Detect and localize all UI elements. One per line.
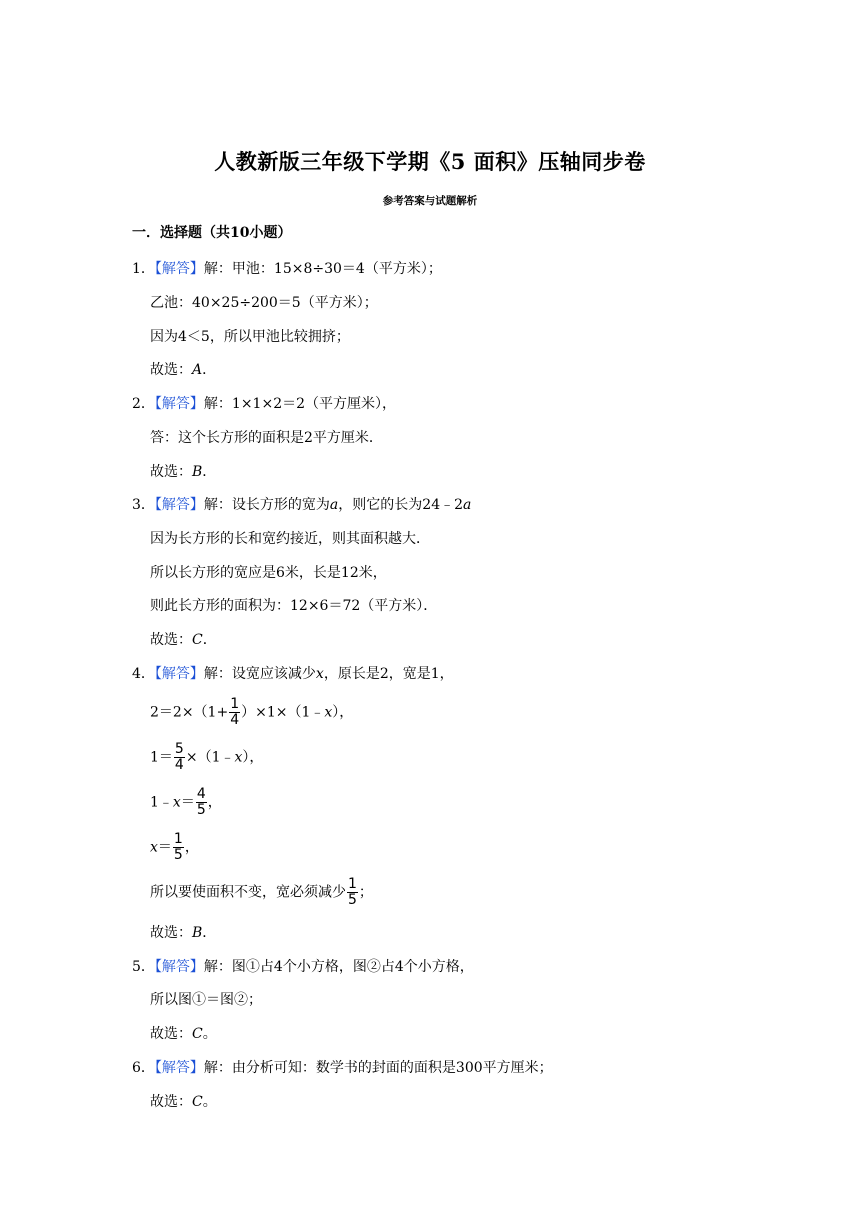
- section-heading: 一．选择题（共10小题）: [132, 225, 292, 241]
- fraction: [173, 832, 184, 863]
- variable: x: [324, 704, 333, 721]
- answer-tag: 【解答】: [154, 666, 204, 682]
- choice-label: 故选：: [150, 464, 192, 480]
- fraction-numerator: 4: [196, 786, 206, 802]
- choice-punct: ．: [202, 464, 217, 480]
- equation-text: ，: [207, 794, 222, 811]
- answer-6-choice: [150, 1091, 217, 1113]
- equation-text: ＝: [180, 794, 195, 811]
- page-subtitle: 参考答案与试题解析: [382, 195, 478, 207]
- answer-tag: 【解答】: [154, 497, 204, 513]
- answer-2-choice: [150, 461, 216, 483]
- answer-5-line-2: 所以图①＝图②；: [150, 992, 262, 1008]
- question-number: 2．: [132, 396, 155, 412]
- answer-1-line-2: 乙池：40×25÷200＝5（平方米）；: [150, 295, 378, 311]
- fraction-denominator: 4: [174, 757, 184, 773]
- equation-text: ）×1×（1﹣: [241, 704, 325, 721]
- fraction-denominator: 5: [196, 802, 206, 818]
- equation-text: ×（1﹣: [185, 749, 235, 766]
- choice-label: 故选：: [150, 632, 192, 648]
- answer-text: ，则它的长为24﹣2: [338, 497, 464, 513]
- answer-5-choice: [150, 1023, 217, 1045]
- equation-text: ，: [184, 839, 199, 856]
- answer-tag: 【解答】: [154, 261, 204, 277]
- answer-3-line-1: [132, 494, 471, 516]
- answer-tag: 【解答】: [154, 396, 204, 412]
- fraction-denominator: 4: [230, 712, 240, 728]
- answer-4-equation-1: [150, 697, 353, 728]
- question-number: 4．: [132, 666, 155, 682]
- answer-1-line-1: [132, 258, 442, 280]
- choice-option: B: [192, 925, 203, 941]
- choice-option: A: [192, 362, 203, 378]
- answer-4-line-1: [132, 663, 454, 685]
- answer-3-line-2: 因为长方形的长和宽约接近，则其面积越大．: [150, 531, 430, 547]
- choice-label: 故选：: [150, 1094, 192, 1110]
- answer-1-line-3: 因为4＜5，所以甲池比较拥挤；: [150, 329, 350, 345]
- choice-option: C: [192, 632, 203, 648]
- answer-4-choice: [150, 922, 216, 944]
- answer-4-equation-2: [150, 742, 263, 773]
- choice-punct: ．: [202, 362, 217, 378]
- answer-4-equation-3: [150, 787, 222, 818]
- variable: a: [329, 497, 339, 513]
- answer-5-line-1: [132, 956, 474, 978]
- choice-punct: ．: [202, 632, 217, 648]
- variable: a: [463, 497, 472, 513]
- question-number: 5．: [132, 959, 155, 975]
- fraction-numerator: 1: [348, 876, 357, 892]
- answer-3-choice: [150, 629, 217, 651]
- answer-text: 解：甲池：15×8÷30＝4（平方米）；: [203, 261, 442, 277]
- choice-option: C: [192, 1094, 203, 1110]
- answer-6-line-1: [132, 1057, 553, 1079]
- equation-text: 1＝: [150, 749, 173, 766]
- equation-text: ＝: [157, 839, 172, 856]
- answer-text: 解：由分析可知：数学书的封面的面积是300平方厘米；: [203, 1060, 553, 1076]
- answer-text: 解：图①占4个小方格，图②占4个小方格，: [203, 959, 474, 975]
- question-number: 3．: [132, 497, 155, 513]
- question-number: 6．: [132, 1060, 155, 1076]
- fraction-numerator: 5: [174, 741, 184, 757]
- variable: x: [150, 839, 158, 856]
- question-number: 1．: [132, 261, 155, 277]
- answer-text: 解：1×1×2＝2（平方厘米），: [203, 396, 397, 412]
- fraction: [229, 697, 240, 728]
- answer-tag: 【解答】: [154, 1060, 204, 1076]
- fraction-denominator: 5: [348, 892, 357, 908]
- fraction-denominator: 5: [173, 847, 183, 863]
- answer-1-choice: [150, 359, 216, 381]
- equation-text: ），: [332, 704, 354, 721]
- answer-2-line-2: 答：这个长方形的面积是2平方厘米．: [150, 430, 383, 446]
- fraction-numerator: 1: [230, 696, 240, 712]
- answer-text: ，原长是2，宽是1，: [323, 666, 454, 682]
- answer-text: ；: [358, 884, 373, 901]
- page-title: 人教新版三年级下学期《5 面积》压轴同步卷: [214, 149, 646, 174]
- equation-text: 1﹣: [150, 794, 173, 811]
- equation-text: ），: [242, 749, 264, 766]
- answer-4-conclusion: [150, 877, 373, 908]
- equation-text: 2＝2×（1+: [150, 704, 229, 721]
- answer-2-line-1: [132, 393, 396, 415]
- variable: x: [315, 666, 324, 682]
- choice-label: 故选：: [150, 925, 192, 941]
- answer-text: 解：设长方形的宽为: [203, 497, 330, 513]
- fraction: [347, 877, 358, 908]
- choice-option: C: [192, 1026, 203, 1042]
- choice-label: 故选：: [150, 1026, 192, 1042]
- answer-tag: 【解答】: [154, 959, 204, 975]
- choice-punct: 。: [202, 1094, 217, 1110]
- choice-label: 故选：: [150, 362, 192, 378]
- choice-option: B: [192, 464, 203, 480]
- fraction: [174, 742, 185, 773]
- answer-3-line-3: 所以长方形的宽应是6米，长是12米，: [150, 565, 387, 581]
- variable: x: [172, 794, 181, 811]
- variable: x: [234, 749, 243, 766]
- answer-3-line-4: 则此长方形的面积为：12×6＝72（平方米）．: [150, 598, 438, 614]
- answer-4-equation-4: [150, 832, 199, 863]
- choice-punct: 。: [202, 1026, 217, 1042]
- choice-punct: ．: [202, 925, 217, 941]
- answer-text: 解：设宽应该减少: [203, 666, 316, 682]
- answer-text: 所以要使面积不变，宽必须减少: [150, 884, 346, 901]
- fraction: [196, 787, 207, 818]
- fraction-numerator: 1: [173, 831, 183, 847]
